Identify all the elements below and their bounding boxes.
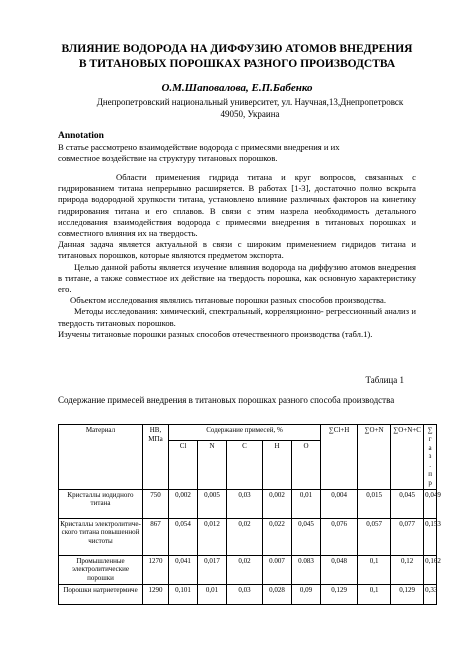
- header-cl: Cl: [169, 440, 198, 489]
- impurity-table: [58, 424, 441, 605]
- table-row: [59, 555, 437, 584]
- cell-hb: 1270: [143, 555, 169, 584]
- cell-sum-cl-h: 0,076: [321, 518, 358, 555]
- cell-n: 0,012: [198, 518, 227, 555]
- cell-sum-o-n: 0,1: [358, 555, 391, 584]
- annotation-line-2: совместное воздействие на структуру титановых порошков.: [58, 153, 278, 164]
- cell-sum-gas: 0,049: [424, 489, 437, 518]
- cell-o: 0,045: [292, 518, 321, 555]
- title-line-1: ВЛИЯНИЕ ВОДОРОДА НА ДИФФУЗИЮ АТОМОВ ВНЕДРЕНИЯ: [61, 43, 413, 55]
- cell-hb: 750: [143, 489, 169, 518]
- cell-sum-gas: 0,162: [424, 555, 437, 584]
- authors: О.М.Шаповалова, Е.П.Бабенко: [161, 82, 313, 94]
- cell-cl: 0,002: [169, 489, 198, 518]
- body-text: [58, 172, 416, 340]
- row-material: Кристаллы электролитиче-ского титана повышенной чистоты: [59, 518, 143, 555]
- table-row: [59, 518, 437, 555]
- cell-cl: 0,041: [169, 555, 198, 584]
- paragraph-4: Объектом исследования являлись титановые порошки разных способов производства.: [70, 295, 386, 306]
- paragraph-3: Целью данной работы является изучение влияния водорода на диффузию атомов внедрения в титане, а также совместное их действие на твердость порошка, как основную характеристику его.: [58, 261, 416, 295]
- affiliation-line-2: 49050, Украина: [220, 109, 280, 119]
- cell-sum-gas: 0,153: [424, 518, 437, 555]
- paragraph-6: Изучены титановые порошки разных способов отечественного производства (табл.1).: [58, 328, 373, 339]
- header-sum-o-n: ∑O+N: [358, 425, 391, 490]
- table-header-row-1: [59, 425, 437, 441]
- affiliation: [80, 96, 420, 120]
- paper-title: [40, 42, 434, 72]
- header-sum-gas: ∑ г а з . п р: [424, 425, 437, 490]
- cell-o: 0,09: [292, 584, 321, 604]
- row-material: Промышленные электролитические порошки: [59, 555, 143, 584]
- cell-cl: 0,101: [169, 584, 198, 604]
- affiliation-line-1: Днепропетровский национальный университет, ул. Научная,13,Днепропетровск: [96, 97, 404, 107]
- cell-h: 0,002: [263, 489, 292, 518]
- cell-sum-o-n: 0,057: [358, 518, 391, 555]
- annotation-text: [58, 142, 416, 164]
- header-sum-cl-h: ∑Cl+H: [321, 425, 358, 490]
- cell-sum-cl-h: 0,004: [321, 489, 358, 518]
- paragraph-2: Данная задача является актуальной в связи с широким применением гидридов титана и титановых порошков, которые являются предметом экспорта.: [58, 239, 416, 261]
- annotation-line-1: В статье рассмотрено взаимодействие водорода с примесями внедрения и их: [58, 142, 340, 152]
- cell-h: 0,022: [263, 518, 292, 555]
- table-caption: Содержание примесей внедрения в титановых порошках разного способа производства: [58, 395, 395, 405]
- cell-sum-o-n-c: 0,129: [391, 584, 424, 604]
- cell-hb: 1290: [143, 584, 169, 604]
- header-o: O: [292, 440, 321, 489]
- header-sum-o-n-c: ∑O+N+C: [391, 425, 424, 490]
- header-content: Содержание примесей, %: [169, 425, 321, 441]
- header-material: Материал: [59, 425, 143, 490]
- cell-c: 0,03: [227, 489, 263, 518]
- title-line-2: В ТИТАНОВЫХ ПОРОШКАХ РАЗНОГО ПРОИЗВОДСТВА: [78, 58, 396, 70]
- row-material: Кристаллы иодидного титана: [59, 489, 143, 518]
- paragraph-1: Области применения гидрида титана и круг вопросов, связанных с гидрированием титана непрерывно расширяется. В работах [1-3], достаточно полно вскрыта природа водородной хрупкости титана, установлено влияние различных факторов на кинетику гидрирования титана и его сплавов. В связи с этим назрела необходимость детального исследования взаимодействия водорода с примесями внедрения в титановых порошках и совместного влияния их на твердость.: [58, 172, 416, 239]
- paragraph-5: Методы исследования: химический, спектральный, корреляционно- регрессионный анализ и твердость титановых порошков.: [58, 306, 416, 328]
- annotation-heading: Annotation: [58, 131, 104, 141]
- cell-sum-o-n-c: 0,077: [391, 518, 424, 555]
- cell-h: 0,028: [263, 584, 292, 604]
- table-row: [59, 584, 437, 604]
- cell-sum-o-n-c: 0,045: [391, 489, 424, 518]
- cell-sum-o-n-c: 0,12: [391, 555, 424, 584]
- cell-sum-o-n: 0,015: [358, 489, 391, 518]
- header-hb: HB, МПа: [143, 425, 169, 490]
- cell-sum-cl-h: 0,048: [321, 555, 358, 584]
- cell-sum-o-n: 0,1: [358, 584, 391, 604]
- row-material: Порошки натриетермиче: [59, 584, 143, 604]
- header-n: N: [198, 440, 227, 489]
- table-row: [59, 489, 437, 518]
- header-c: C: [227, 440, 263, 489]
- cell-n: 0,005: [198, 489, 227, 518]
- cell-o: 0,01: [292, 489, 321, 518]
- cell-h: 0.007: [263, 555, 292, 584]
- cell-hb: 867: [143, 518, 169, 555]
- table-number: Таблица 1: [365, 375, 404, 385]
- cell-n: 0,017: [198, 555, 227, 584]
- cell-o: 0.083: [292, 555, 321, 584]
- header-h: H: [263, 440, 292, 489]
- cell-c: 0,02: [227, 555, 263, 584]
- cell-c: 0,02: [227, 518, 263, 555]
- cell-sum-gas: 0,33: [424, 584, 437, 604]
- cell-n: 0,01: [198, 584, 227, 604]
- cell-sum-cl-h: 0,129: [321, 584, 358, 604]
- cell-c: 0,03: [227, 584, 263, 604]
- cell-cl: 0,054: [169, 518, 198, 555]
